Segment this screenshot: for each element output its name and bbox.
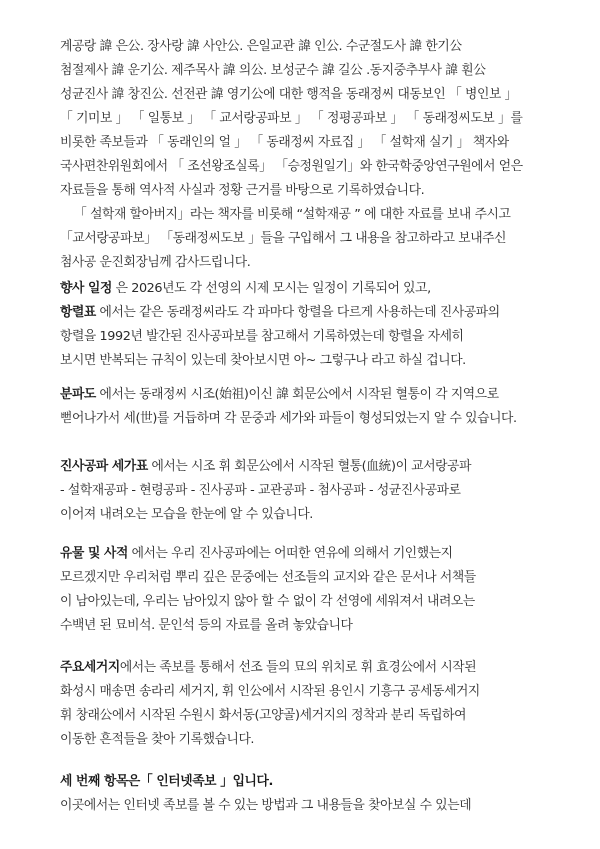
text-segment: - 설학재공파 - 현령공파 - 진사공파 - 교관공파 - 첨사공파 - 성균진사공파로	[60, 483, 461, 498]
text-line	[60, 728, 560, 752]
section-heading: 주요세거지	[60, 660, 120, 675]
text-line	[60, 614, 560, 638]
text-segment: 국사편찬위원회에서 「 조선왕조실록」 「승정원일기」와 한국학중앙연구원에서 얻은	[60, 159, 523, 174]
lineage-chart-paragraph	[60, 383, 560, 431]
text-segment: 은 2026년도 각 선영의 시제 모시는 일정이 기록되어 있고,	[111, 281, 431, 296]
text-line	[60, 83, 560, 107]
text-line	[60, 35, 560, 59]
text-line	[60, 131, 560, 155]
text-segment: 이동한 흔적들을 찾아 기록했습니다.	[60, 732, 255, 747]
section-heading: 항렬표	[60, 305, 96, 320]
text-line	[60, 107, 560, 131]
text-line	[60, 59, 560, 83]
text-segment: 뻗어나가서 세(世)를 거듭하며 각 문중과 세가와 파들이 형성되었는지 알 수 있습니다.	[60, 411, 517, 426]
text-segment: 성균진사 諱 창진公. 선전관 諱 영기公에 대한 행적을 동래정씨 대동보인 「 병인보 」	[60, 87, 517, 102]
text-segment: 에서는 같은 동래정씨라도 각 파마다 항렬을 다르게 사용하는데 진사공파의	[95, 305, 500, 320]
intro-paragraph	[60, 35, 560, 275]
text-line	[60, 407, 560, 431]
text-line	[60, 542, 560, 566]
text-segment: 첨절제사 諱 운기公. 제주목사 諱 의公. 보성군수 諱 길公 .동지중추부사 諱 훤公	[60, 63, 486, 78]
text-segment: 수백년 된 묘비석. 문인석 등의 자료를 올려 놓았습니다	[60, 618, 353, 633]
text-line	[60, 503, 560, 527]
residence-paragraph	[60, 656, 560, 752]
text-segment: 「교서랑공파보」 「동래정씨도보 」들을 구입해서 그 내용을 참고하라고 보내주신	[60, 231, 507, 246]
section-heading: 세 번째 항목은「 인터넷족보 」입니다.	[60, 774, 273, 789]
text-line	[60, 227, 560, 251]
text-segment: 화성시 매송면 송라리 세거지, 휘 인公에서 시작된 용인시 기흥구 공세동세거지	[60, 684, 480, 699]
text-line	[60, 455, 560, 479]
text-segment: 에서는 동래정씨 시조(始祖)이신 諱 회문公에서 시작된 혈통이 각 지역으로	[95, 387, 499, 402]
text-segment: 이 남아있는데, 우리는 남아있지 않아 할 수 없이 각 선영에 세워져서 내려오는	[60, 594, 475, 609]
internet-genealogy-paragraph	[60, 770, 560, 818]
section-heading: 향사 일정	[60, 281, 112, 296]
family-table-paragraph	[60, 455, 560, 527]
text-line	[60, 277, 560, 301]
text-segment: 에서는 족보를 통해서 선조 들의 묘의 위치로 휘 효경公에서 시작된	[119, 660, 477, 675]
text-segment: 휘 창래公에서 시작된 수원시 화서동(고양골)세거지의 정착과 분리 독립하여	[60, 708, 467, 723]
text-segment: 「 기미보 」 「 일통보 」 「 교서랑공파보 」 「 정평공파보 」 「 동래정씨도보 」를	[60, 111, 523, 126]
text-line	[60, 251, 560, 275]
text-line	[60, 770, 560, 794]
text-line	[60, 179, 560, 203]
text-line	[60, 349, 560, 373]
text-segment: 계공랑 諱 은公. 장사랑 諱 사안公. 은일교관 諱 인公. 수군절도사 諱 한기公	[60, 39, 462, 54]
text-segment: 「 설학재 할아버지」라는 책자를 비롯해 “설학재공 ” 에 대한 자료를 보내 주시고	[74, 207, 511, 222]
text-segment: 자료들을 통해 역사적 사실과 정황 근거를 바탕으로 기록하였습니다.	[60, 183, 425, 198]
text-segment: 보시면 반복되는 규칙이 있는데 찾아보시면 아~ 그렇구나 라고 하실 겁니다.	[60, 353, 466, 368]
text-line	[60, 794, 560, 818]
text-line	[60, 301, 560, 325]
text-segment: 에서는 시조 휘 회문公에서 시작된 혈통(血統)이 교서랑공파	[147, 459, 472, 474]
text-line	[60, 479, 560, 503]
text-line	[60, 566, 560, 590]
text-line	[60, 203, 560, 227]
text-segment: 비롯한 족보들과 「 동래인의 얼 」 「 동래정씨 자료집 」 「 설학재 실기 」 책자와	[60, 135, 509, 150]
text-segment: 항렬을 1992년 발간된 진사공파보를 참고해서 기록하였는데 항렬을 자세히	[60, 329, 464, 344]
text-segment: 모르겠지만 우리처럼 뿌리 깊은 문중에는 선조들의 교지와 같은 문서나 서책들	[60, 570, 476, 585]
text-line	[60, 680, 560, 704]
relics-paragraph	[60, 542, 560, 638]
text-line	[60, 325, 560, 349]
text-line	[60, 656, 560, 680]
text-line	[60, 383, 560, 407]
text-segment: 이어져 내려오는 모습을 한눈에 알 수 있습니다.	[60, 507, 313, 522]
text-line	[60, 590, 560, 614]
schedule-paragraph	[60, 277, 560, 373]
section-heading: 진사공파 세가표	[60, 459, 148, 474]
section-heading: 분파도	[60, 387, 96, 402]
text-segment: 첨사공 운진회장님께 감사드립니다.	[60, 255, 251, 270]
text-segment: 에서는 우리 진사공파에는 어떠한 연유에 의해서 기인했는지	[127, 546, 453, 561]
text-line	[60, 155, 560, 179]
section-heading: 유물 및 사적	[60, 546, 128, 561]
text-line	[60, 704, 560, 728]
text-segment: 이곳에서는 인터넷 족보를 볼 수 있는 방법과 그 내용들을 찾아보실 수 있는데	[60, 798, 472, 813]
